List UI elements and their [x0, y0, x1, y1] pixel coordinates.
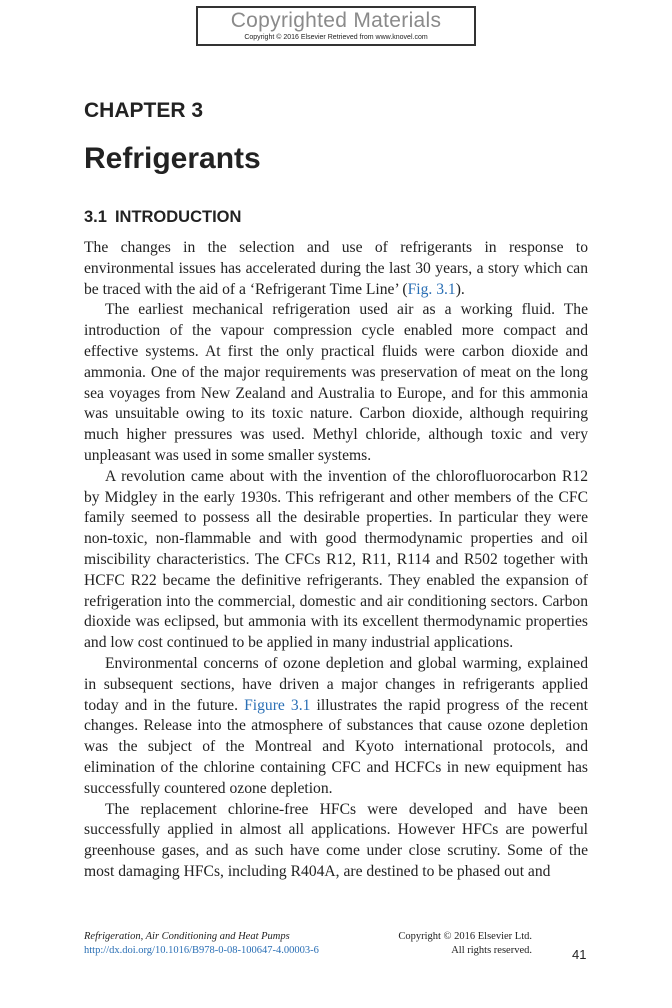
footer-rights-line: All rights reserved.	[451, 945, 532, 956]
section-title: INTRODUCTION	[114, 208, 242, 226]
page-number: 41	[572, 947, 587, 962]
paragraph-1	[84, 238, 588, 300]
figure-3-1-link[interactable]: Fig. 3.1	[407, 280, 456, 298]
paragraph-1-text-end: ).	[455, 280, 465, 298]
paragraph-4-text-end: illustrates the rapid progress of the recent changes. Release into the atmosphere of substances that cause ozone depletion was the subject of the Montreal and Kyoto international protocols, and elimination of the chlorine containing CFC and HCFCs in new equipment has successfully countered ozone depletion.	[84, 696, 588, 797]
paragraph-2: The earliest mechanical refrigeration used air as a working fluid. The introduction of the vapour compression cycle enabled more compact and effective systems. At first the only practical fluids were carbon dioxide and ammonia. One of the major requirements was preservation of meat on the long sea voyages from New Zealand and Australia to Europe, and for this ammonia was unsuitable owing to its toxic nature. Carbon dioxide, although requiring much higher pressures was used. Methyl chloride, although toxic and very unpleasant was used in some smaller systems.	[84, 301, 588, 464]
paragraph-1-text: The changes in the selection and use of refrigerants in response to environmental issues has accelerated during the last 30 years, a story which can be traced with the aid of a ‘Refrigerant Time Line’ (	[84, 239, 588, 298]
section-number: 3.1	[84, 208, 107, 226]
footer-citation	[84, 930, 319, 958]
watermark-title: Copyrighted Materials	[230, 9, 442, 32]
paragraph-4-text: Environmental concerns of ozone depletion and global warming, explained in subsequent sections, have driven a major changes in refrigerants applied today and in the future.	[84, 654, 588, 714]
footer-copyright	[384, 930, 532, 958]
body-text	[84, 238, 588, 883]
footer-book-title: Refrigeration, Air Conditioning and Heat Pumps	[84, 931, 290, 942]
footer-copyright-line: Copyright © 2016 Elsevier Ltd.	[398, 931, 532, 942]
paragraph-3: A revolution came about with the invention of the chlorofluorocarbon R12 by Midgley in the early 1930s. This refrigerant and other members of the CFC family seemed to possess all the desirable properties. In particular they were non-toxic, non-flammable and with good thermodynamic properties and oil miscibility characteristics. The CFCs R12, R11, R114 and R502 together with HCFC R22 became the definitive refrigerants. They enabled the expansion of refrigeration into the commercial, domestic and air conditioning sectors. Carbon dioxide was eclipsed, but ammonia with its excellent thermodynamic properties and low cost continued to be applied in many industrial applications.	[84, 467, 588, 652]
watermark-subtitle: Copyright © 2016 Elsevier Retrieved from www.knovel.com	[244, 34, 428, 41]
chapter-label: CHAPTER 3	[84, 99, 204, 122]
footer-doi-link[interactable]: http://dx.doi.org/10.1016/B978-0-08-100647-4.00003-6	[84, 945, 319, 956]
copyright-watermark	[196, 6, 476, 46]
chapter-title: Refrigerants	[84, 142, 261, 175]
paragraph-4	[84, 654, 588, 800]
section-heading	[84, 208, 241, 227]
paragraph-5: The replacement chlorine-free HFCs were developed and have been successfully applied in almost all applications. However HFCs are powerful greenhouse gases, and as such have come under close scrutiny. Some of the most damaging HFCs, including R404A, are destined to be phased out and	[84, 800, 588, 880]
figure-3-1-link[interactable]: Figure 3.1	[244, 696, 311, 714]
